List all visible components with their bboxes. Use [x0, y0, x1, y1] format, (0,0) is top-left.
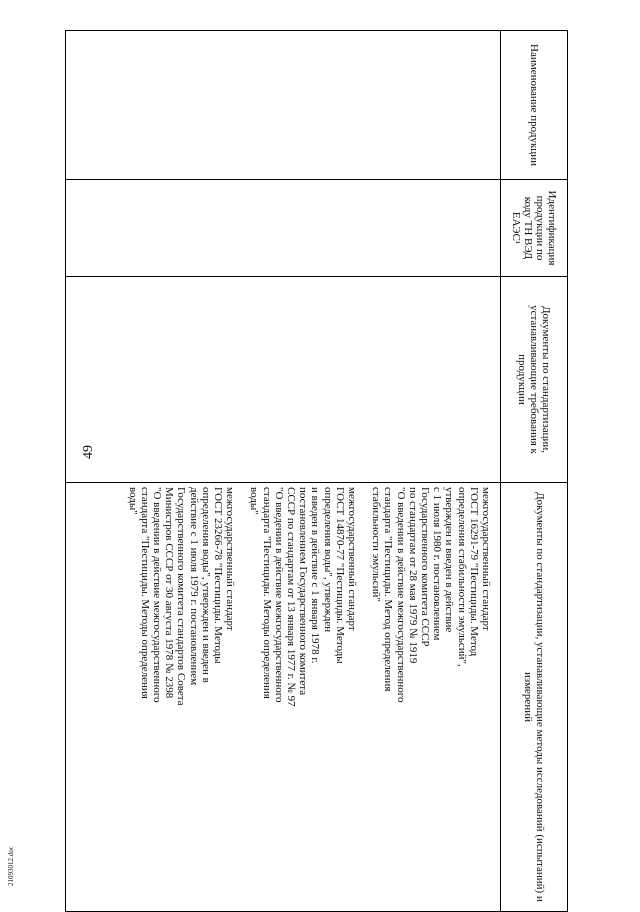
cell-requirements-docs — [66, 277, 501, 483]
entry-line: постановлением Государственного комитета — [297, 487, 310, 696]
entry-line: ГОСТ 16291-79 "Пестициды. Метод — [467, 487, 480, 657]
entry-line: ГОСТ 14870-77 "Пестициды. Методы — [333, 487, 346, 664]
entry-line: межгосударственный стандарт — [480, 487, 492, 631]
cell-product-name — [66, 31, 501, 180]
header-methods-docs: Документы по стандартизации, устанавливающие методы исследований (испытаний) и измерений — [501, 483, 568, 912]
entry-line: по стандартам от 28 мая 1979 № 1919 — [406, 487, 419, 664]
entry-line: стандарта "Пестициды. Методы определения — [138, 487, 151, 699]
entry-line: определения воды", утвержден и введен в — [199, 487, 212, 683]
entry-line: стандарта "Пестициды. Методы определения — [260, 487, 273, 699]
entry-line: межгосударственный стандарт — [224, 487, 237, 631]
standard-entry-gost-16291 — [370, 487, 492, 907]
entry-line: стабильности эмульсий" — [370, 487, 383, 602]
entry-line: действие с 1 июля 1979 г. постановлением — [187, 487, 200, 686]
document-file-reference: 21093012.doc — [7, 846, 15, 886]
entry-line: "О введении в действие межгосударственного — [150, 487, 163, 703]
entry-line: утвержден и введен в действие — [443, 487, 456, 633]
entry-line: ГОСТ 23266-78 "Пестициды. Методы — [211, 487, 224, 664]
entry-line: и введен в действие с 1 января 1978 г. — [309, 487, 322, 664]
header-tn-ved-code: Идентификация продукции по коду ТН ВЭД ЕАЭС¹ — [501, 180, 568, 277]
entry-line: Государственного комитета стандартов Совета — [175, 487, 188, 706]
table-header-row — [501, 31, 568, 912]
table-row — [66, 31, 501, 912]
entry-line: Государственного комитета СССР — [418, 487, 431, 647]
header-product-name: Наименование продукции — [501, 31, 568, 180]
standards-table-rotated — [65, 30, 568, 902]
standard-entry-gost-23266 — [126, 487, 236, 907]
entry-line: "О введении в действие межгосударственного — [272, 487, 285, 703]
standards-table — [65, 30, 568, 912]
entry-line: определения воды", утвержден — [321, 487, 334, 633]
entry-line: определения стабильности эмульсий", — [455, 487, 468, 667]
entry-line: с 1 июля 1980 г. постановлением — [431, 487, 444, 641]
entry-line: стандарта "Пестициды. Метод определения — [382, 487, 395, 692]
entry-line: воды" — [126, 487, 139, 515]
entry-line: воды" — [248, 487, 261, 515]
cell-methods-docs — [66, 483, 501, 912]
cell-tn-ved-code — [66, 180, 501, 277]
entry-line: межгосударственный стандарт — [345, 487, 358, 631]
header-requirements-docs: Документы по стандартизации, устанавливающие требования к продукции — [501, 277, 568, 483]
entry-line: "О введении в действие межгосударственного — [394, 487, 407, 703]
entry-line: СССР по стандартам от 13 января 1977 г. № 97 — [284, 487, 297, 707]
page-number: 49 — [81, 445, 96, 459]
standard-entry-gost-14870 — [248, 487, 358, 907]
entry-line: Министров СССР от 30 августа 1978 № 2398 — [163, 487, 176, 699]
